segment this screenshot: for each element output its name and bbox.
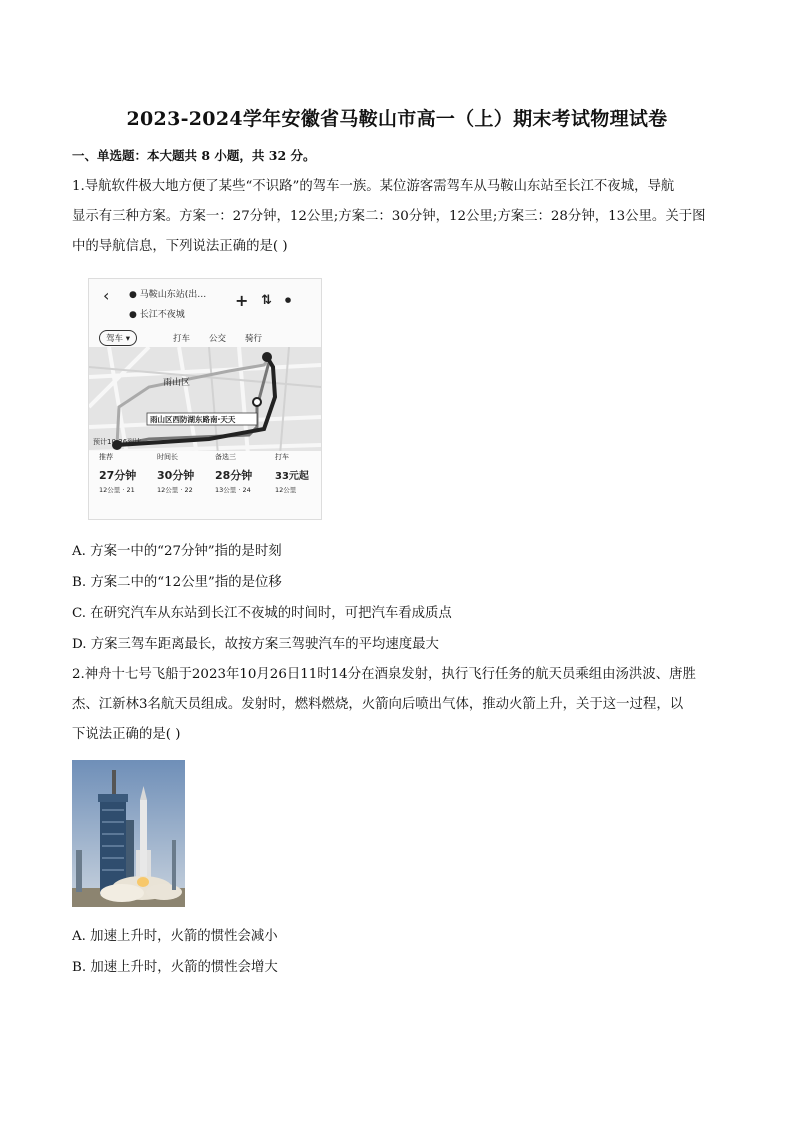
plan-2-sub: 12公里 · 22 — [157, 486, 193, 494]
q1-option-d: D. 方案三驾车距离最长，故按方案三驾驶汽车的平均速度最大 — [72, 637, 439, 652]
map-route-svg — [89, 347, 321, 467]
mode-drive-tab: 驾车 ▾ — [99, 330, 137, 346]
plan-4-tag: 打车 — [275, 453, 289, 461]
q1-line-1: 1.导航软件极大地方便了某些“不识路”的驾车一族。某位游客需驾车从马鞍山东站至长江不夜城，导航 — [72, 179, 675, 194]
q1-line-2: 显示有三种方案。方案一：27分钟，12公里;方案二：30分钟，12公里;方案三：28分钟，13公里。关于图 — [72, 209, 706, 224]
q2-line-2: 杰、江新林3名航天员组成。发射时，燃料燃烧，火箭向后喷出气体，推动火箭上升，关于这一过程，以 — [72, 697, 684, 712]
q1-option-c: C. 在研究汽车从东站到长江不夜城的时间时，可把汽车看成质点 — [72, 606, 452, 621]
navigation-map-figure — [88, 278, 322, 520]
route-destination: ● 长江不夜城 — [129, 310, 185, 320]
plan-1-sub: 12公里 · 21 — [99, 486, 135, 494]
map-district-label: 雨山区 — [163, 378, 191, 388]
map-canvas — [89, 347, 321, 467]
mode-bus-tab: 公交 — [209, 334, 227, 344]
section-heading: 一、单选题：本大题共 8 小题，共 32 分。 — [72, 148, 316, 163]
add-waypoint-icon: + — [235, 291, 249, 310]
q1-option-b: B. 方案二中的“12公里”指的是位移 — [72, 575, 282, 590]
plan-3-time: 28分钟 — [215, 469, 253, 482]
plan-1-time: 27分钟 — [99, 469, 137, 482]
rocket-launch-svg — [72, 760, 185, 907]
mode-taxi-tab: 打车 — [173, 334, 191, 344]
question-2-stem — [72, 660, 722, 750]
map-route-label: 雨山区西防湖东路南·天天 — [150, 415, 236, 424]
route-origin: ● 马鞍山东站(出… — [129, 290, 207, 300]
back-arrow-icon: ‹ — [103, 286, 110, 305]
plan-3-tag: 备选三 — [215, 453, 236, 461]
question-1-stem — [72, 172, 722, 262]
rocket-launch-photo — [72, 760, 185, 907]
plan-2-time: 30分钟 — [157, 469, 195, 482]
q1-line-3: 中的导航信息，下列说法正确的是( ) — [72, 239, 288, 254]
plan-3-sub: 13公里 · 24 — [215, 486, 251, 494]
q2-line-1: 2.神舟十七号飞船于2023年10月26日11时14分在酒泉发射，执行飞行任务的航天员乘组由汤洪波、唐胜 — [72, 667, 696, 682]
plan-4-sub: 12公里 — [275, 486, 297, 494]
q1-option-a: A. 方案一中的“27分钟”指的是时刻 — [72, 544, 282, 559]
page-title: 2023-2024学年安徽省马鞍山市高一（上）期末考试物理试卷 — [126, 108, 668, 130]
swap-icon: ⇅ — [261, 293, 272, 308]
plan-4-time: 33元起 — [275, 471, 309, 482]
voice-icon: ⏺ — [285, 293, 292, 307]
mode-bike-tab: 骑行 — [245, 334, 263, 344]
plan-1-tag: 推荐 — [99, 453, 113, 461]
q2-option-a: A. 加速上升时，火箭的惯性会减小 — [72, 929, 278, 944]
plan-2-tag: 时间长 — [157, 453, 178, 461]
q2-line-3: 下说法正确的是( ) — [72, 727, 181, 742]
arrival-time: 预计10:36到达 — [93, 438, 142, 446]
q2-option-b: B. 加速上升时，火箭的惯性会增大 — [72, 960, 278, 975]
